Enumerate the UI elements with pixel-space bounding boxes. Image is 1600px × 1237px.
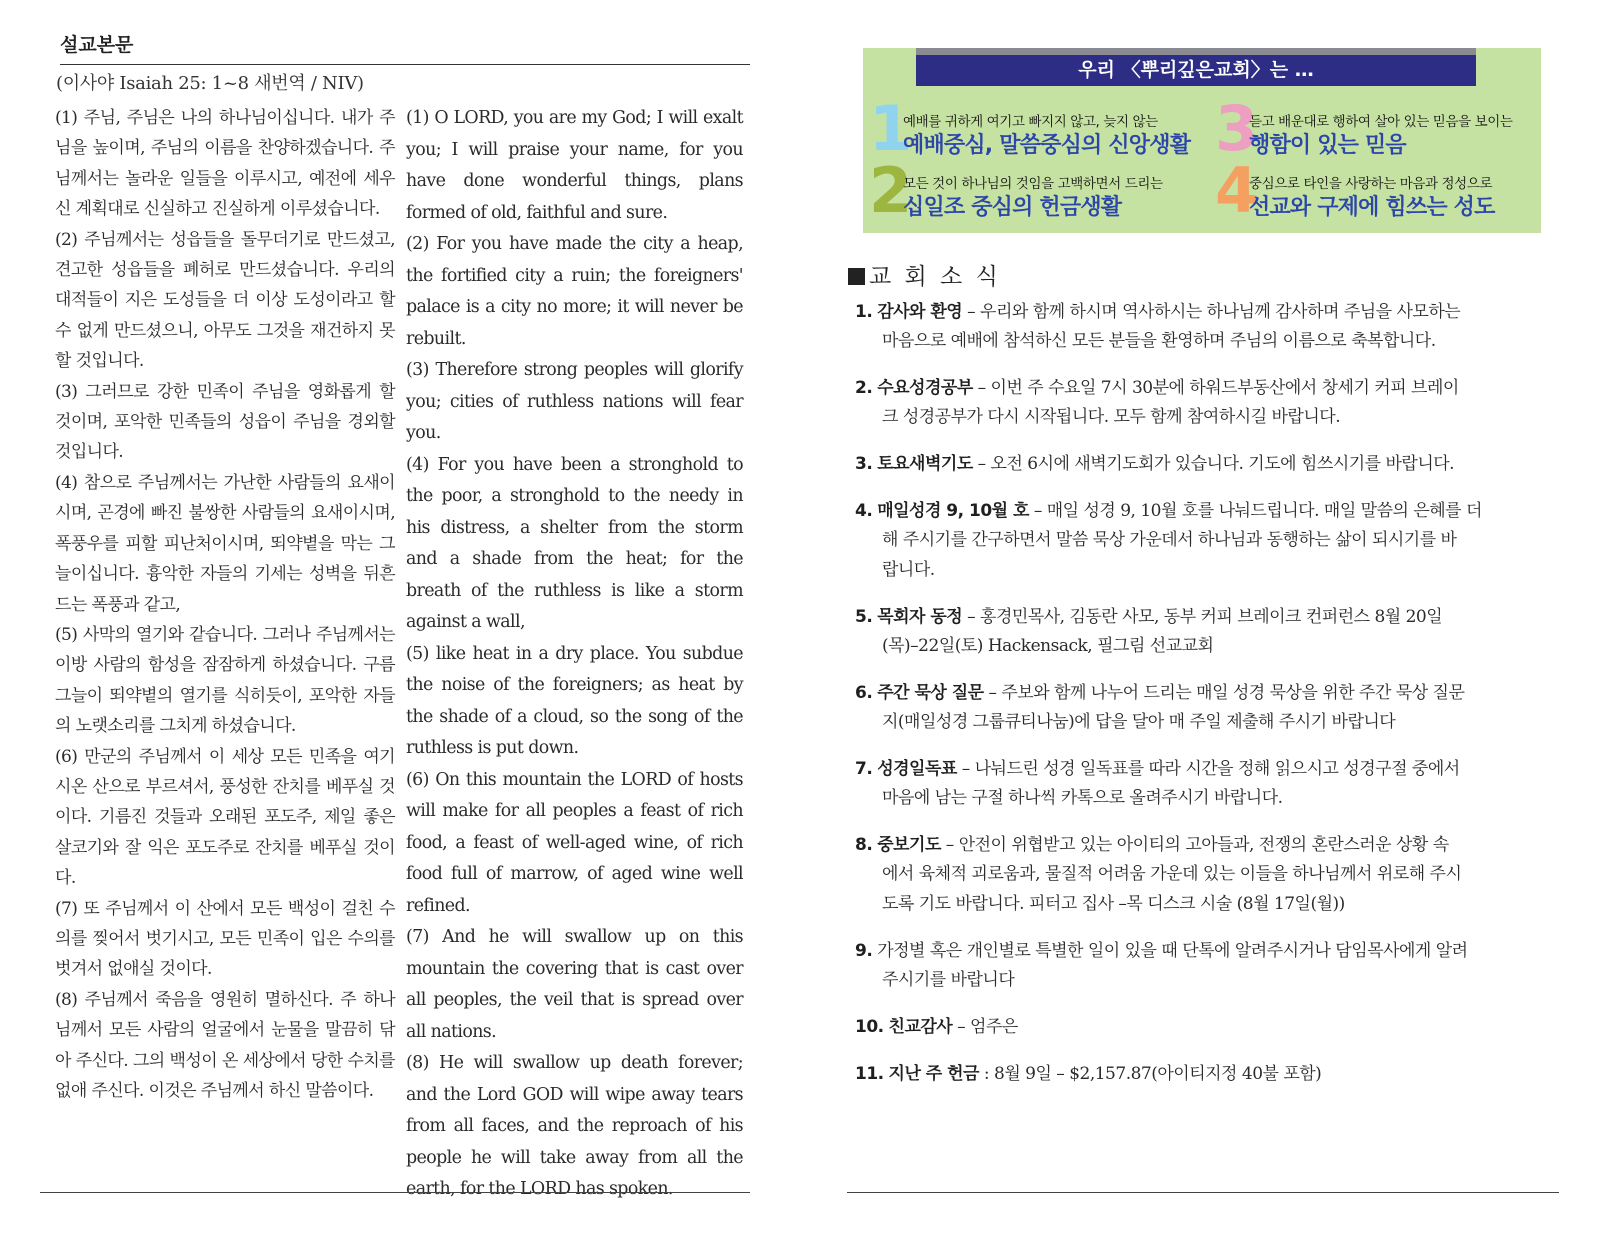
korean-verse: (5) 사막의 열기와 같습니다. 그러나 주님께서는 이방 사람의 함성을 잠잠하게 하셨습니다. 구름 그늘이 뙤약볕의 열기를 식히듯이, 포악한 자들의 노랫소리를 그치게 하셨습니다.: [55, 624, 395, 737]
news-item-continuation: 도록 기도 바랍니다. 피터고 집사 –목 디스크 시술 (8월 17일(월)): [882, 893, 1345, 914]
news-item-text: – 우리와 함께 하시며 역사하시는 하나님께 감사하며 주님을 사모하는: [962, 302, 1461, 322]
news-item-first-line: [855, 450, 1545, 479]
news-item: [855, 755, 1545, 814]
news-item-title: 중보기도: [877, 835, 941, 855]
english-text-column: [406, 103, 743, 1206]
english-verse: (2) For you have made the city a heap, the fortified city a ruin; the foreigners' palace is a city no more; it will never be rebuilt.: [406, 234, 743, 349]
news-item-continuation: 마음으로 예배에 참석하신 모든 분들을 환영하며 주님의 이름으로 축복합니다.: [882, 331, 1436, 352]
news-item-first-line: [855, 298, 1545, 327]
scripture-reference: (이사야 Isaiah 25: 1~8 새번역 / NIV): [56, 73, 364, 94]
value-number: 1: [869, 92, 913, 165]
news-item-number: 8.: [855, 835, 873, 855]
value-number: 4: [1215, 154, 1259, 227]
news-item-title: 지난 주 헌금: [888, 1064, 979, 1084]
news-item-first-line: [855, 1060, 1545, 1089]
value-subtitle: 중심으로 타인을 사랑하는 마음과 정성으로: [1249, 176, 1493, 192]
news-item: [855, 679, 1545, 738]
news-item-number: 6.: [855, 683, 873, 703]
news-item-number: 11.: [855, 1064, 884, 1084]
news-item-number: 9.: [855, 941, 873, 961]
news-item-continuation: 에서 육체적 괴로움과, 물질적 어려움 가운데 있는 이들을 하나님께서 위로해 주시: [882, 864, 1462, 885]
korean-verse: (4) 참으로 주님께서는 가난한 사람들의 요새이시며, 곤경에 빠진 불쌍한 사람들의 요새이시며, 폭풍우를 피할 피난처이시며, 뙤약볕을 막는 그늘이십니다. 흉악한 자들의 기세는 성벽을 뒤흔드는 폭풍과 같고,: [55, 472, 395, 615]
news-item-number: 3.: [855, 454, 873, 474]
news-item: [855, 374, 1545, 433]
news-item-number: 2.: [855, 378, 873, 398]
value-subtitle: 듣고 배운대로 행하여 살아 있는 믿음을 보이는: [1249, 114, 1513, 130]
english-verse: (7) And he will swallow up on this mountain the covering that is cast over all peoples, the veil that is spread over all nations.: [406, 927, 743, 1042]
church-values-banner: [863, 48, 1541, 233]
value-title: 행함이 있는 믿음: [1249, 133, 1406, 158]
news-item-text: – 매일 성경 9, 10월 호를 나눠드립니다. 매일 말씀의 은혜를 더: [1028, 501, 1482, 521]
news-heading: [848, 258, 1001, 291]
news-item-continuation: 지(매일성경 그룹큐티나눔)에 답을 달아 매 주일 제출해 주시기 바랍니다: [882, 712, 1396, 733]
news-item: [855, 1060, 1545, 1089]
news-item-number: 5.: [855, 607, 873, 627]
news-item-number: 7.: [855, 759, 873, 779]
news-item-first-line: [855, 603, 1545, 632]
news-item-number: 4.: [855, 501, 873, 521]
korean-verse: (6) 만군의 주님께서 이 세상 모든 민족을 여기 시온 산으로 부르셔서, 풍성한 잔치를 베푸실 것이다. 기름진 것들과 오래된 포도주, 제일 좋은 살코기와 잘 익은 포도주로 잔치를 베푸실 것이다.: [55, 746, 395, 889]
news-item-text: – 이번 주 수요일 7시 30분에 하워드부동산에서 창세기 커피 브레이: [972, 378, 1459, 398]
news-item-number: 1.: [855, 302, 873, 322]
news-item-title: 주간 묵상 질문: [877, 683, 984, 703]
news-heading-label: 교 회 소 식: [869, 264, 1001, 290]
news-item-first-line: [855, 831, 1545, 860]
news-item-title: 친교감사: [888, 1017, 953, 1037]
sermon-heading: 설교본문: [60, 34, 134, 56]
news-item-first-line: [855, 497, 1545, 526]
news-item-continuation: 랍니다.: [882, 559, 935, 580]
korean-verse: (1) 주님, 주님은 나의 하나님이십니다. 내가 주님을 높이며, 주님의 이름을 찬양하겠습니다. 주님께서는 놀라운 일들을 이루시고, 예전에 세우신 계획대로 신실하고 진실하게 이루셨습니다.: [55, 108, 395, 220]
news-item-first-line: [855, 679, 1545, 708]
news-item: [855, 831, 1545, 919]
bottom-divider: [847, 1192, 1559, 1193]
value-title: 십일조 중심의 헌금생활: [903, 195, 1122, 220]
news-item-number: 10.: [855, 1017, 884, 1037]
news-item-text: – 안전이 위협받고 있는 아이티의 고아들과, 전쟁의 혼란스러운 상황 속: [940, 835, 1449, 855]
english-verse: (5) like heat in a dry place. You subdue the noise of the foreigners; as heat by the shade of a cloud, so the song of the ruthless is put down.: [406, 643, 743, 758]
news-item-first-line: [855, 374, 1545, 403]
news-item: [855, 497, 1545, 585]
korean-verse: (3) 그러므로 강한 민족이 주님을 영화롭게 할 것이며, 포악한 민족들의 성읍이 주님을 경외할 것입니다.: [55, 381, 395, 463]
news-item-text: 가정별 혹은 개인별로 특별한 일이 있을 때 단톡에 알려주시거나 담임목사에게 알려: [872, 941, 1468, 961]
news-item-text: – 오전 6시에 새벽기도회가 있습니다. 기도에 힘쓰시기를 바랍니다.: [972, 454, 1455, 474]
english-verse: (1) O LORD, you are my God; I will exalt you; I will praise your name, for you have done wonderful things, plans formed of old, faithful and sure.: [406, 108, 743, 223]
news-item: [855, 603, 1545, 662]
news-item: [855, 937, 1545, 996]
news-item-first-line: [855, 937, 1545, 966]
value-number: 2: [869, 154, 913, 227]
news-item-continuation: 크 성경공부가 다시 시작됩니다. 모두 함께 참여하시길 바랍니다.: [882, 407, 1341, 428]
news-item-title: 감사와 환영: [877, 302, 963, 322]
value-subtitle: 예배를 귀하게 여기고 빠지지 않고, 늦지 않는: [903, 114, 1158, 130]
banner-title: 우리 〈뿌리깊은교회〉는 …: [916, 48, 1476, 86]
news-item-title: 목회자 동정: [877, 607, 963, 627]
english-verse: (4) For you have been a stronghold to the poor, a stronghold to the needy in his distress, a shelter from the storm and a shade from the heat; for the breath of the ruthless is like a storm against a wall,: [406, 454, 743, 632]
english-verse: (8) He will swallow up death forever; and the Lord GOD will wipe away tears from all faces, and the reproach of his people he will take away from all the earth, for the LORD has spoken.: [406, 1053, 743, 1199]
square-bullet-icon: [848, 268, 865, 285]
news-item-text: – 나눠드린 성경 일독표를 따라 시간을 정해 읽으시고 성경구절 중에서: [956, 759, 1460, 779]
news-item-continuation: 해 주시기를 간구하면서 말씀 묵상 가운데서 하나님과 동행하는 삶이 되시기를 바: [882, 530, 1457, 551]
korean-verse: (2) 주님께서는 성읍들을 돌무더기로 만드셨고, 견고한 성읍들을 폐허로 만드셨습니다. 우리의 대적들이 지은 도성들을 더 이상 도성이라고 할 수 없게 만드셨으니, 아무도 그것을 재건하지 못할 것입니다.: [55, 229, 395, 372]
value-title: 예배중심, 말씀중심의 신앙생활: [903, 133, 1191, 158]
news-item-text: – 주보와 함께 나누어 드리는 매일 성경 묵상을 위한 주간 묵상 질문: [983, 683, 1465, 703]
value-number: 3: [1215, 92, 1259, 165]
news-item: [855, 298, 1545, 357]
news-item-title: 토요새벽기도: [877, 454, 973, 474]
news-page: [800, 0, 1600, 1237]
news-item: [855, 1013, 1545, 1042]
news-item-first-line: [855, 755, 1545, 784]
value-title: 선교와 구제에 힘쓰는 성도: [1249, 195, 1495, 220]
news-item-first-line: [855, 1013, 1545, 1042]
news-item: [855, 450, 1545, 479]
value-subtitle: 모든 것이 하나님의 것임을 고백하면서 드리는: [903, 176, 1163, 192]
korean-text-column: [55, 103, 395, 1106]
bottom-divider: [40, 1192, 750, 1193]
news-item-continuation: (목)–22일(토) Hackensack, 필그림 선교교회: [882, 636, 1214, 657]
news-item-title: 매일성경 9, 10월 호: [877, 501, 1029, 521]
english-verse: (3) Therefore strong peoples will glorify you; cities of ruthless nations will fear you.: [406, 360, 743, 443]
heading-divider: [60, 64, 750, 65]
news-item-title: 성경일독표: [877, 759, 957, 779]
korean-verse: (8) 주님께서 죽음을 영원히 멸하신다. 주 하나님께서 모든 사람의 얼굴에서 눈물을 말끔히 닦아 주신다. 그의 백성이 온 세상에서 당한 수치를 없애 주신다. 이것은 주님께서 하신 말씀이다.: [55, 989, 395, 1101]
english-verse: (6) On this mountain the LORD of hosts will make for all peoples a feast of rich food, a feast of well-aged wine, of rich food full of marrow, of aged wine well refined.: [406, 769, 743, 916]
news-item-text: – 엄주은: [952, 1017, 1018, 1037]
news-item-continuation: 마음에 남는 구절 하나씩 카톡으로 올려주시기 바랍니다.: [882, 788, 1283, 809]
korean-verse: (7) 또 주님께서 이 산에서 모든 백성이 걸친 수의를 찢어서 벗기시고, 모든 민족이 입은 수의를 벗겨서 없애실 것이다.: [55, 898, 395, 980]
news-item-continuation: 주시기를 바랍니다: [882, 970, 1015, 991]
news-item-text: : 8월 9일 – $2,157.87(아이티지정 40불 포함): [978, 1064, 1322, 1084]
news-item-text: – 홍경민목사, 김동란 사모, 동부 커피 브레이크 컨퍼런스 8월 20일: [962, 607, 1443, 627]
news-item-title: 수요성경공부: [877, 378, 973, 398]
